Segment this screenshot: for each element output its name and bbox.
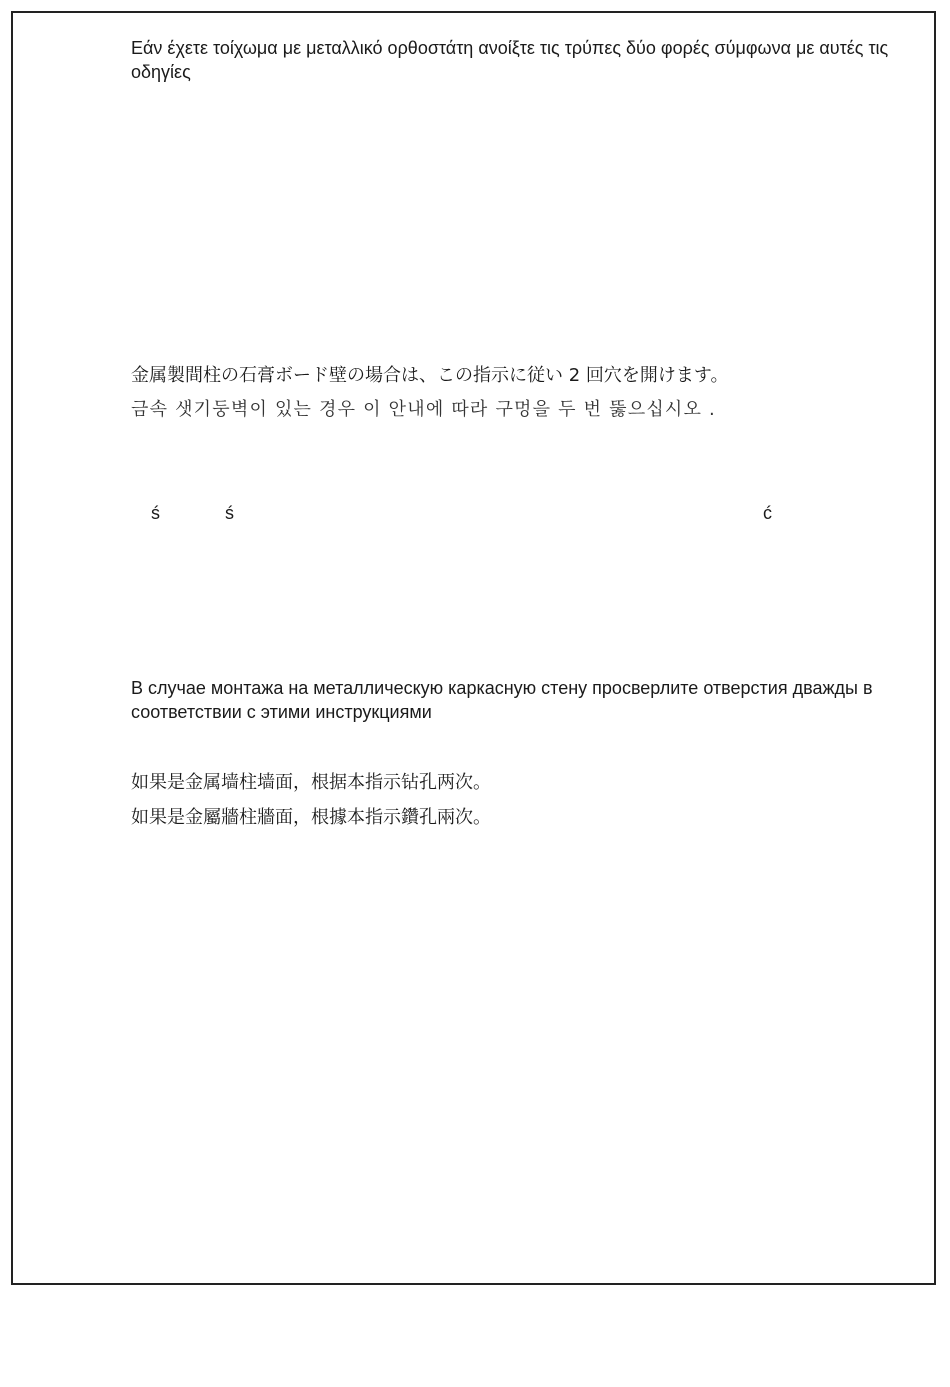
polish-fragment-2: ś (225, 503, 234, 523)
japanese-instruction: 金属製間柱の石膏ボード壁の場合は、この指示に従い 2 回穴を開けます。 (131, 365, 729, 386)
chinese-traditional-instruction: 如果是金屬牆柱牆面，根據本指示鑽孔兩次。 (131, 807, 491, 828)
polish-fragment-1: ś (151, 503, 160, 523)
greek-instruction: Εάν έχετε τοίχωμα με μεταλλικό ορθοστάτη ανοίξτε τις τρύπες δύο φορές σύμφωνα με αυτές τις οδηγίες (131, 38, 889, 82)
korean-instruction: 금속 샛기둥벽이 있는 경우 이 안내에 따라 구멍을 두 번 뚫으십시오 . (131, 399, 716, 420)
polish-fragment-3: ć (763, 503, 772, 523)
russian-instruction: В случае монтажа на металлическую каркасную стену просверлите отверстия дважды в соответствии с этими инструкциями (131, 678, 873, 722)
page-frame (11, 11, 936, 1285)
chinese-simplified-instruction: 如果是金属墙柱墙面，根据本指示钻孔两次。 (131, 772, 491, 793)
